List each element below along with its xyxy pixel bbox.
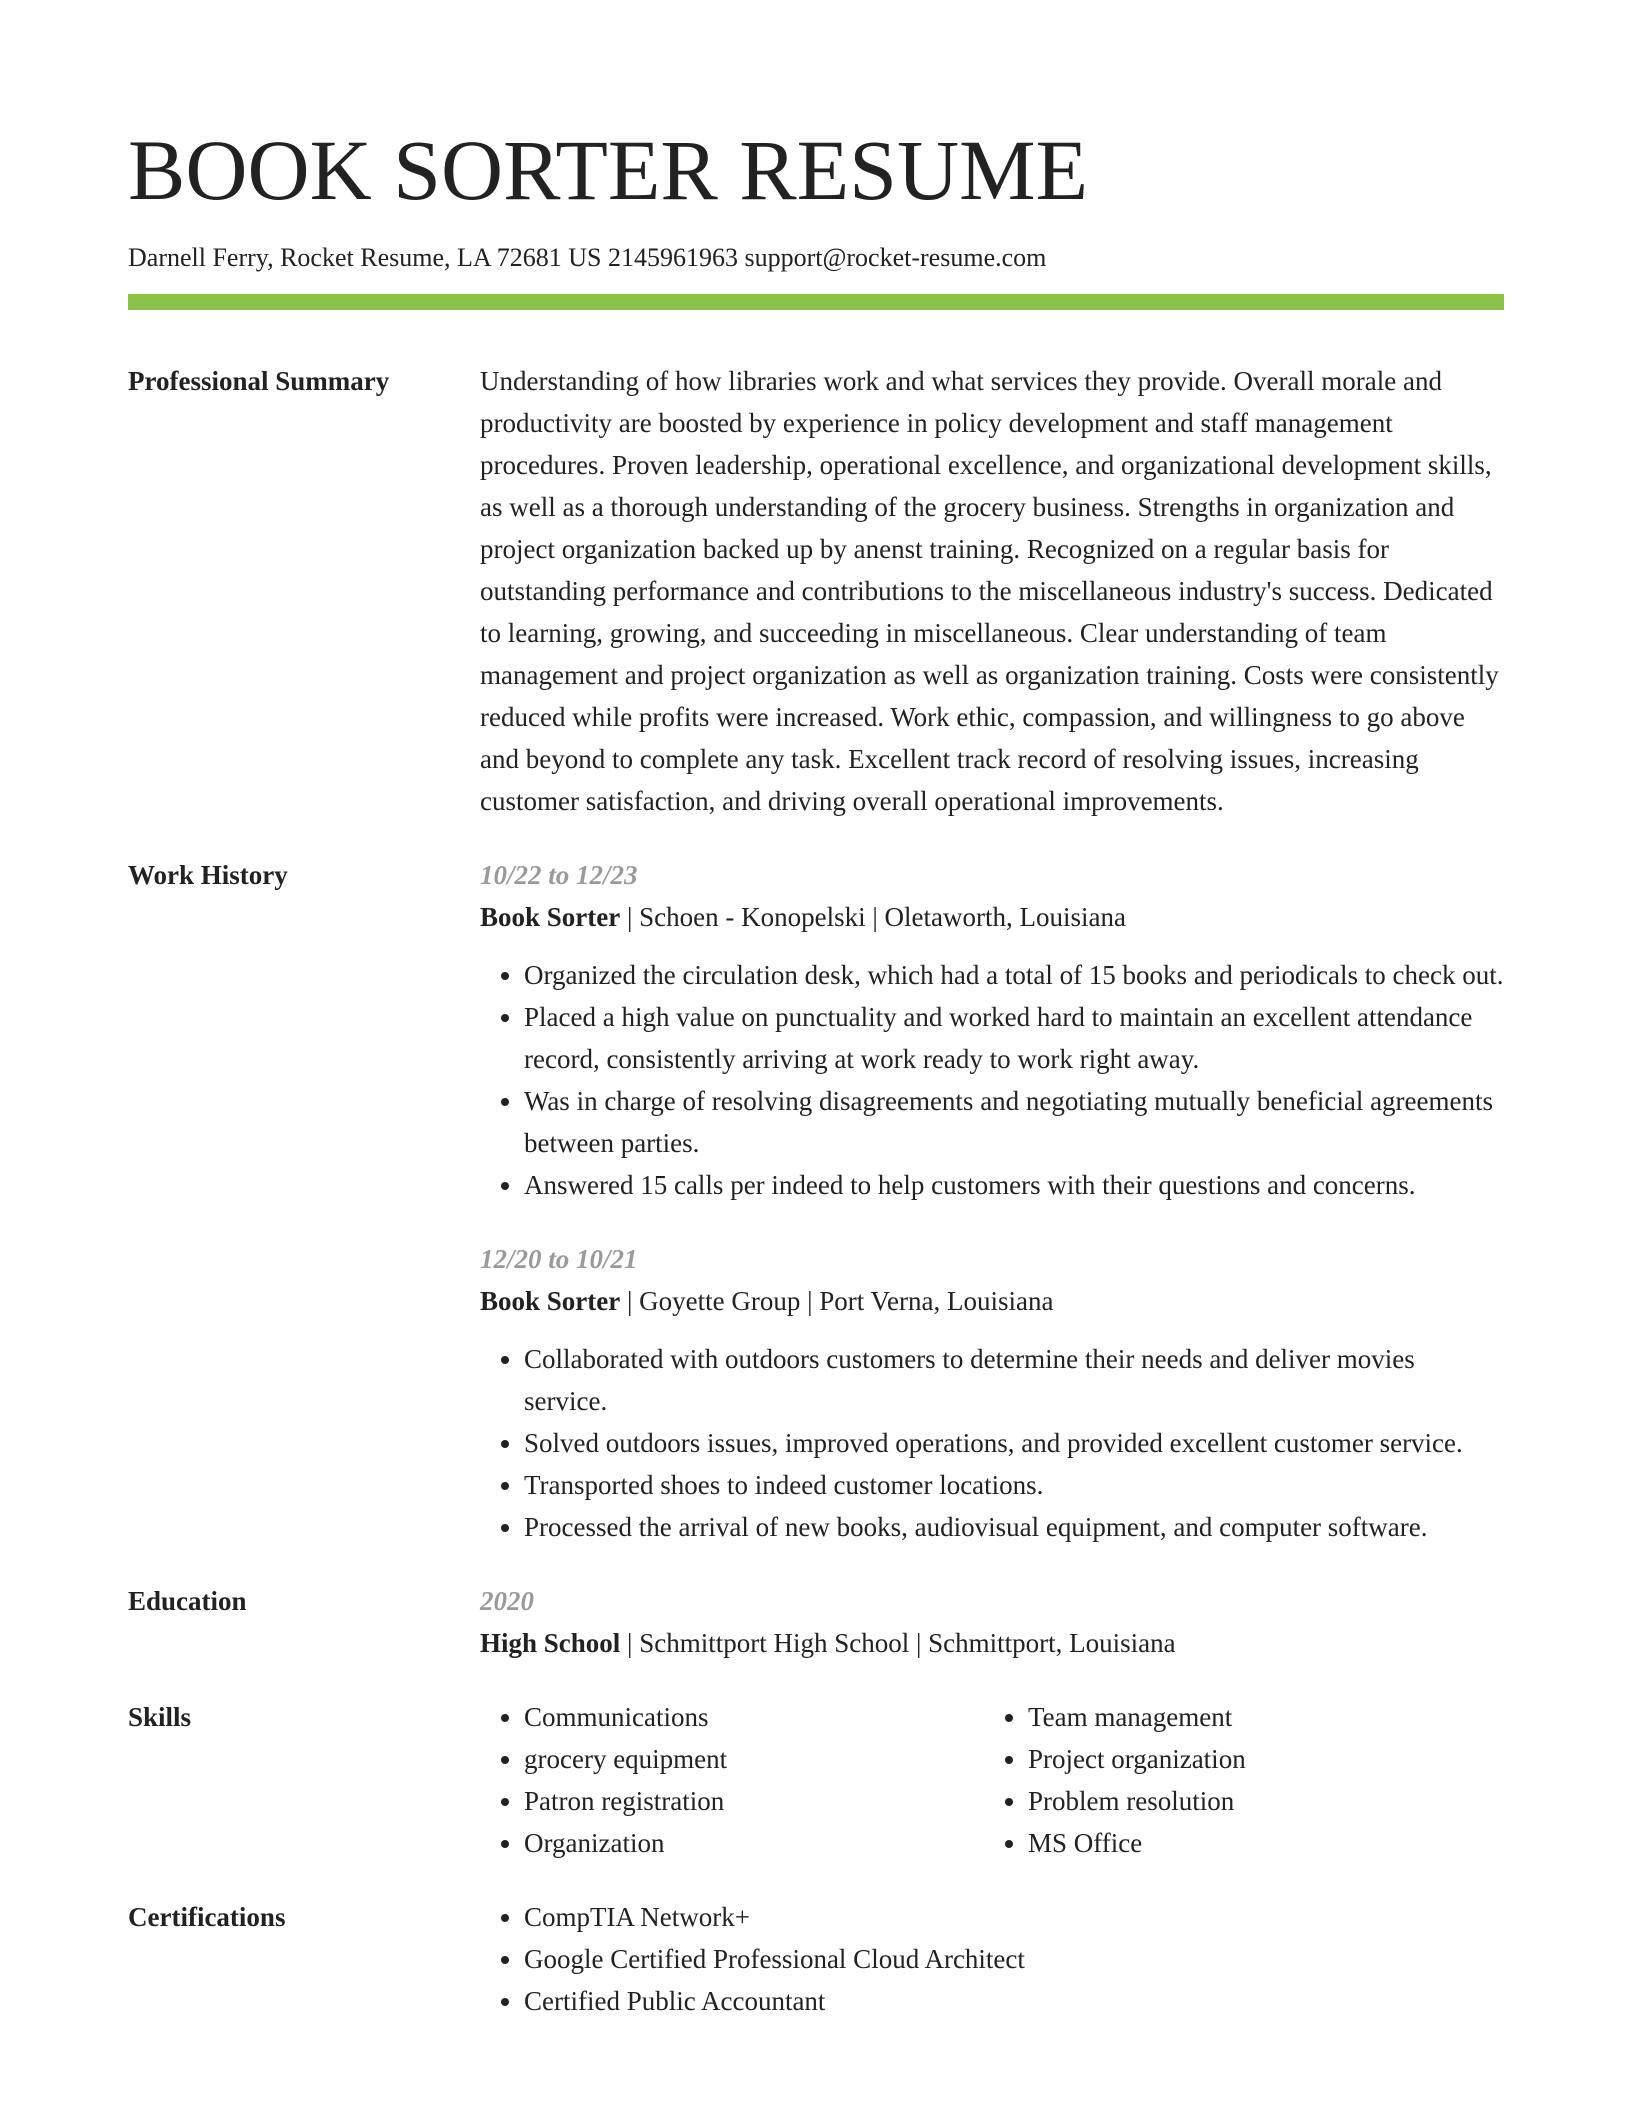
job-bullet: • Collaborated with outdoors customers to determine their needs and deliver movies service. [524,1338,1504,1422]
resume-page [128,0,1504,2022]
job-details: | Schoen - Konopelski | Oletaworth, Louisiana [620,902,1126,932]
certification-item: • Google Certified Professional Cloud Architect [524,1938,1504,1980]
skill-item: • Project organization [1028,1738,1488,1780]
certifications-list [480,1896,1504,2022]
education-body [480,1580,1504,1664]
job-bullets [480,954,1504,1206]
skill-item: • Problem resolution [1028,1780,1488,1822]
job-title-line [480,896,1504,938]
job-dates: 12/20 to 10/21 [480,1244,638,1274]
skill-item: • Patron registration [524,1780,984,1822]
job-bullet: • Processed the arrival of new books, audiovisual equipment, and computer software. [524,1506,1504,1548]
skills-column-right [984,1696,1488,1864]
education-details: | Schmittport High School | Schmittport, Louisiana [620,1628,1176,1658]
education-label: Education [128,1586,247,1616]
skills-body [480,1696,1504,1864]
job-bullet: • Answered 15 calls per indeed to help customers with their questions and concerns. [524,1164,1504,1206]
work-history-body [480,854,1504,1548]
job-dates: 10/22 to 12/23 [480,860,638,890]
job-bullet: • Solved outdoors issues, improved operations, and provided excellent customer service. [524,1422,1504,1464]
accent-divider [128,294,1504,310]
job-title-line [480,1280,1504,1322]
skill-item: • grocery equipment [524,1738,984,1780]
summary-text: Understanding of how libraries work and what services they provide. Overall morale and productivity are boosted by experience in policy development and staff management procedures. Proven leadership, operational excellence, and organizational development skills, as well as a thorough understanding of the grocery business. Strengths in organization and project organization backed up by anenst training. Recognized on a regular basis for outstanding performance and contributions to the miscellaneous industry's success. Dedicated to learning, growing, and succeeding in miscellaneous. Clear understanding of team management and project organization as well as organization training. Costs were consistently reduced while profits were increased. Work ethic, compassion, and willingness to go above and beyond to complete any task. Excellent track record of resolving issues, increasing customer satisfaction, and driving overall operational improvements. [480,366,1499,816]
certifications-body [480,1896,1504,2022]
summary-section [128,360,1504,822]
skills-label: Skills [128,1702,192,1732]
work-history-section [128,854,1504,1548]
skills-column-left [480,1696,984,1864]
page-title: BOOK SORTER RESUME [128,122,1089,218]
job-entry [480,854,1504,1206]
skills-grid [480,1696,1504,1864]
skill-item: • MS Office [1028,1822,1488,1864]
job-entry [480,1238,1504,1548]
job-bullets [480,1338,1504,1548]
certifications-label: Certifications [128,1902,286,1932]
job-details: | Goyette Group | Port Verna, Louisiana [620,1286,1054,1316]
skills-section [128,1696,1504,1864]
education-line [480,1622,1504,1664]
education-year: 2020 [480,1586,534,1616]
certification-item: • CompTIA Network+ [524,1896,1504,1938]
job-role: Book Sorter [480,902,621,932]
education-degree: High School [480,1628,621,1658]
certification-item: • Certified Public Accountant [524,1980,1504,2022]
job-bullet: • Organized the circulation desk, which had a total of 15 books and periodicals to check out. [524,954,1504,996]
job-role: Book Sorter [480,1286,621,1316]
certifications-section [128,1896,1504,2022]
skill-item: • Organization [524,1822,984,1864]
contact-line: Darnell Ferry, Rocket Resume, LA 72681 US 2145961963 support@rocket-resume.com [128,243,1047,272]
skill-item: • Team management [1028,1696,1488,1738]
summary-label: Professional Summary [128,366,390,396]
job-bullet: • Placed a high value on punctuality and worked hard to maintain an excellent attendance record, consistently arriving at work ready to work right away. [524,996,1504,1080]
skill-item: • Communications [524,1696,984,1738]
job-bullet: • Was in charge of resolving disagreements and negotiating mutually beneficial agreements between parties. [524,1080,1504,1164]
work-history-label: Work History [128,860,288,890]
education-section [128,1580,1504,1664]
job-bullet: • Transported shoes to indeed customer locations. [524,1464,1504,1506]
